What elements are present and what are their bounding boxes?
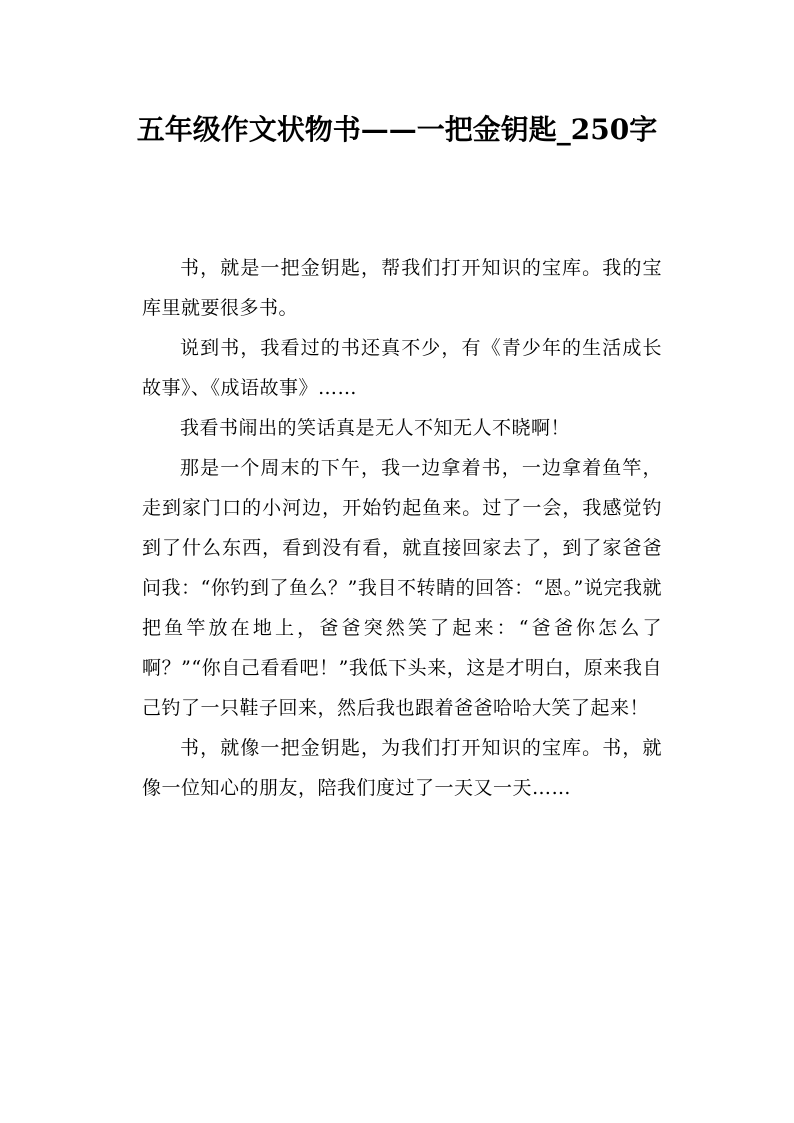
- paragraph-5: 书，就像一把金钥匙，为我们打开知识的宝库。书，就像一位知心的朋友，陪我们度过了一天又一天……: [142, 737, 662, 799]
- document-body: [142, 248, 662, 808]
- paragraph-1: 书，就是一把金钥匙，帮我们打开知识的宝库。我的宝库里就要很多书。: [142, 257, 662, 319]
- document-title: 五年级作文状物书——一把金钥匙_250字: [136, 113, 658, 146]
- paragraph-3: 我看书闹出的笑话真是无人不知无人不晓啊！: [180, 417, 571, 439]
- paragraph-4: 那是一个周末的下午，我一边拿着书，一边拿着鱼竿，走到家门口的小河边，开始钓起鱼来。过了一会，我感觉钓到了什么东西，看到没有看，就直接回家去了，到了家爸爸问我：“你钓到了鱼么？”我目不转睛的回答：“恩。”说完我就把鱼竿放在地上，爸爸突然笑了起来：“爸爸你怎么了啊？”“你自己看看吧！”我低下头来，这是才明白，原来我自己钓了一只鞋子回来，然后我也跟着爸爸哈哈大笑了起来！: [142, 457, 662, 719]
- paragraph-2: 说到书，我看过的书还真不少，有《青少年的生活成长故事》、《成语故事》……: [142, 337, 662, 399]
